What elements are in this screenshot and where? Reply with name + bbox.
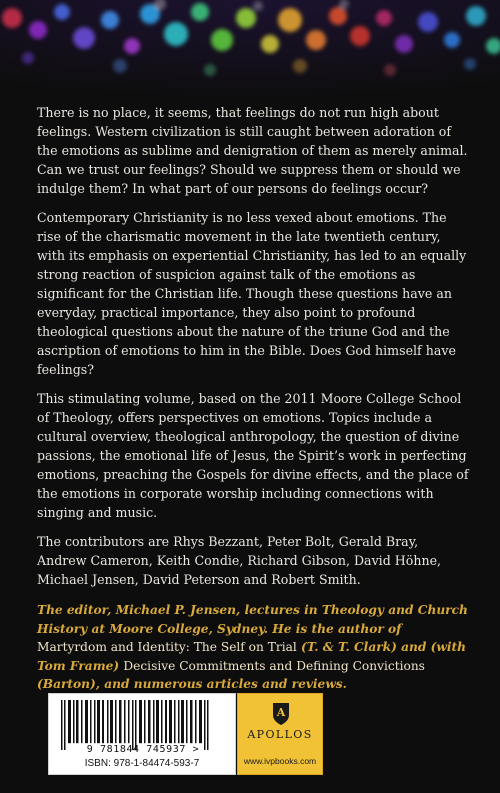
editor-bio xyxy=(37,601,469,694)
bio-part-2: (T. & T. Clark) and (with Tom Frame) xyxy=(37,640,466,673)
barcode-digits: 9 781844 745937 > xyxy=(86,744,200,755)
blurb-paragraph-2: Contemporary Christianity is no less vexed about emotions. The rise of the charismatic movement in the late twentieth century, with its emphasis on experiential Christianity, has led to an equally strong reaction of suspicion against talk of the emotions as significant for the Christian life. Though these questions have an everyday, practical importance, they also point to profound theological questions about the nature of the triune God and the ascription of emotions to him in the Bible. Does God himself have feelings? xyxy=(37,210,467,377)
blurb-paragraph-1: There is no place, it seems, that feelings do not run high about feelings. Western civilization is still caught between adoration of the emotions as sublime and denigration of them as merely animal. Can we trust our feelings? Should we suppress them or should we indulge them? In what part of our persons do feelings occur? xyxy=(37,105,468,196)
logo-letter: A xyxy=(276,706,286,719)
apollos-shield-icon xyxy=(272,702,290,726)
blurb-paragraph-3: This stimulating volume, based on the 2011 Moore College School of Theology, offers perspectives on emotions. Topics include a cultural overview, theological anthropology, the question of divine passions, the emotional life of Jesus, the Spirit’s work in perfecting emotions, preaching the Gospels for divine effects, and the place of the emotions in corporate worship including connections with singing and music. xyxy=(37,391,469,520)
blurb-paragraph-4: The contributors are Rhys Bezzant, Peter Bolt, Gerald Bray, Andrew Cameron, Keith Condie, Richard Gibson, David Höhne, Michael Jensen, David Peterson and Robert Smith. xyxy=(37,534,442,587)
blurb-text xyxy=(37,103,469,694)
barcode-image xyxy=(55,700,229,750)
publisher-panel xyxy=(237,693,323,775)
bio-part-1: The editor, Michael P. Jensen, lectures in Theology and Church History at Moore College, Sydney. He is the author of xyxy=(37,603,468,636)
bokeh-lights-decoration xyxy=(0,0,500,100)
isbn-number: ISBN: 978-1-84474-593-7 xyxy=(84,758,200,769)
publisher-name: APOLLOS xyxy=(247,728,313,741)
barcode-panel xyxy=(48,693,236,775)
publisher-url: www.ivpbooks.com xyxy=(243,756,317,766)
bio-book-title-1: Martyrdom and Identity: The Self on Trial xyxy=(37,640,297,654)
bio-book-title-2: Decisive Commitments and Defining Convictions xyxy=(123,658,425,673)
bio-part-3: (Barton), and numerous articles and reviews. xyxy=(37,677,347,691)
